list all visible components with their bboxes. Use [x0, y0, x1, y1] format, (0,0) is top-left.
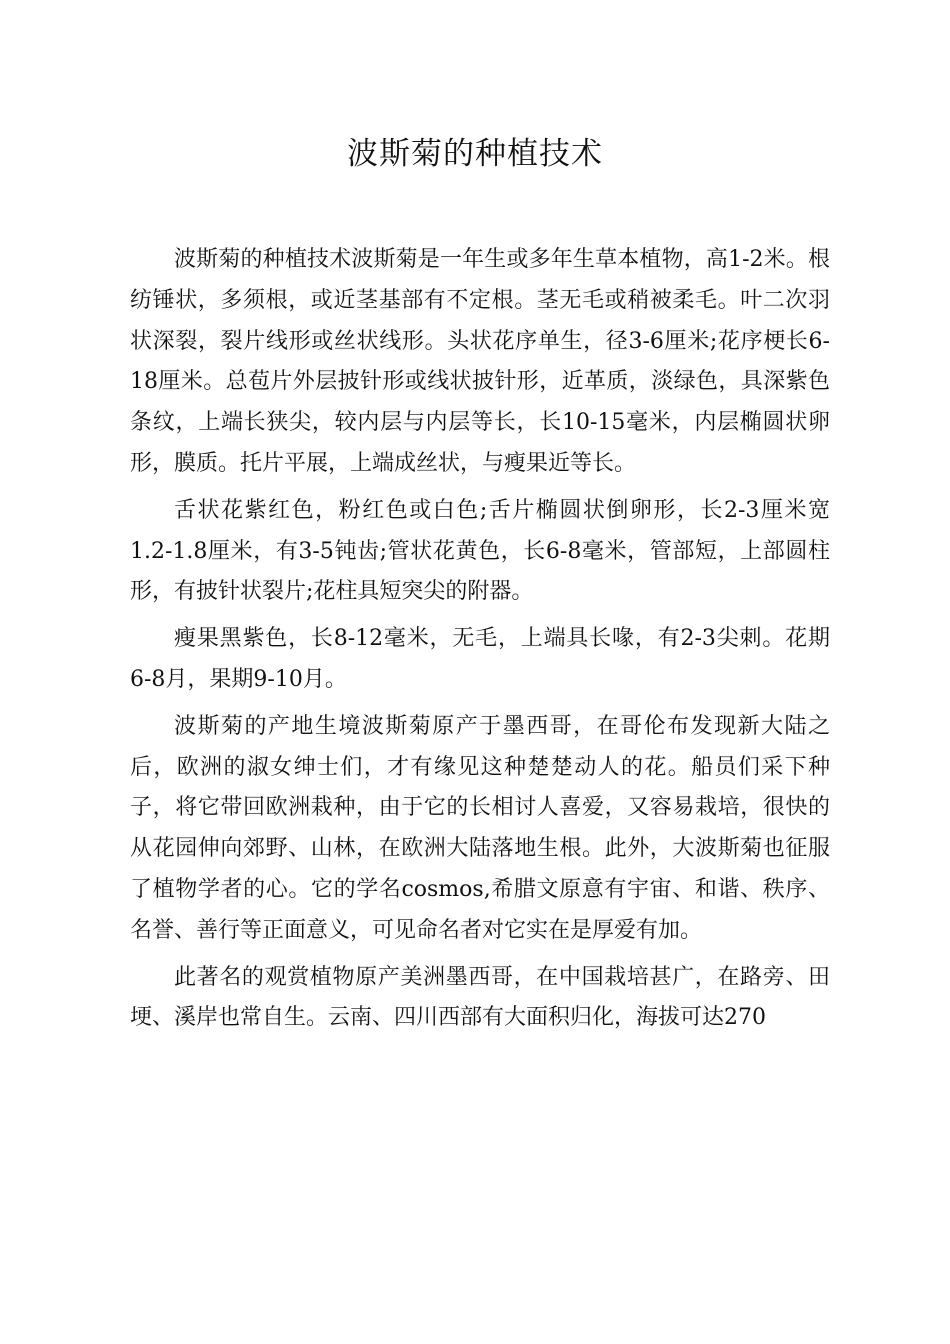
- paragraph-distribution: 此著名的观赏植物原产美洲墨西哥，在中国栽培甚广，在路旁、田埂、溪岸也常自生。云南、四川西部有大面积归化，海拔可达270: [130, 964, 830, 1031]
- paragraph-flowers: 舌状花紫红色，粉红色或白色;舌片椭圆状倒卵形，长2-3厘米宽1.2-1.8厘米，有3-5钝齿;管状花黄色，长6-8毫米，管部短，上部圆柱形，有披针状裂片;花柱具短突尖的附器。: [130, 497, 830, 605]
- paragraph-fruit: 瘦果黑紫色，长8-12毫米，无毛，上端具长喙，有2-3尖刺。花期6-8月，果期9-10月。: [130, 626, 830, 692]
- document-body: [130, 240, 830, 1039]
- paragraph-origin: 波斯菊的产地生境波斯菊原产于墨西哥，在哥伦布发现新大陆之后，欧洲的淑女绅士们，才有缘见这种楚楚动人的花。船员们采下种子，将它带回欧洲栽种，由于它的长相讨人喜爱，又容易栽培，很快的从花园伸向郊野、山林，在欧洲大陆落地生根。此外，大波斯菊也征服了植物学者的心。它的学名cosmos,希腊文原意有宇宙、和谐、秩序、名誉、善行等正面意义，可见命名者对它实在是厚爱有加。: [130, 713, 830, 943]
- paragraph-morphology: 波斯菊的种植技术波斯菊是一年生或多年生草本植物，高1-2米。根纺锤状，多须根，或近茎基部有不定根。茎无毛或稍被柔毛。叶二次羽状深裂，裂片线形或丝状线形。头状花序单生，径3-6厘米;花序梗长6-18厘米。总苞片外层披针形或线状披针形，近革质，淡绿色，具深紫色条纹，上端长狭尖，较内层与内层等长，长10-15毫米，内层椭圆状卵形，膜质。托片平展，上端成丝状，与瘦果近等长。: [130, 247, 830, 476]
- document-title: 波斯菊的种植技术: [347, 136, 603, 172]
